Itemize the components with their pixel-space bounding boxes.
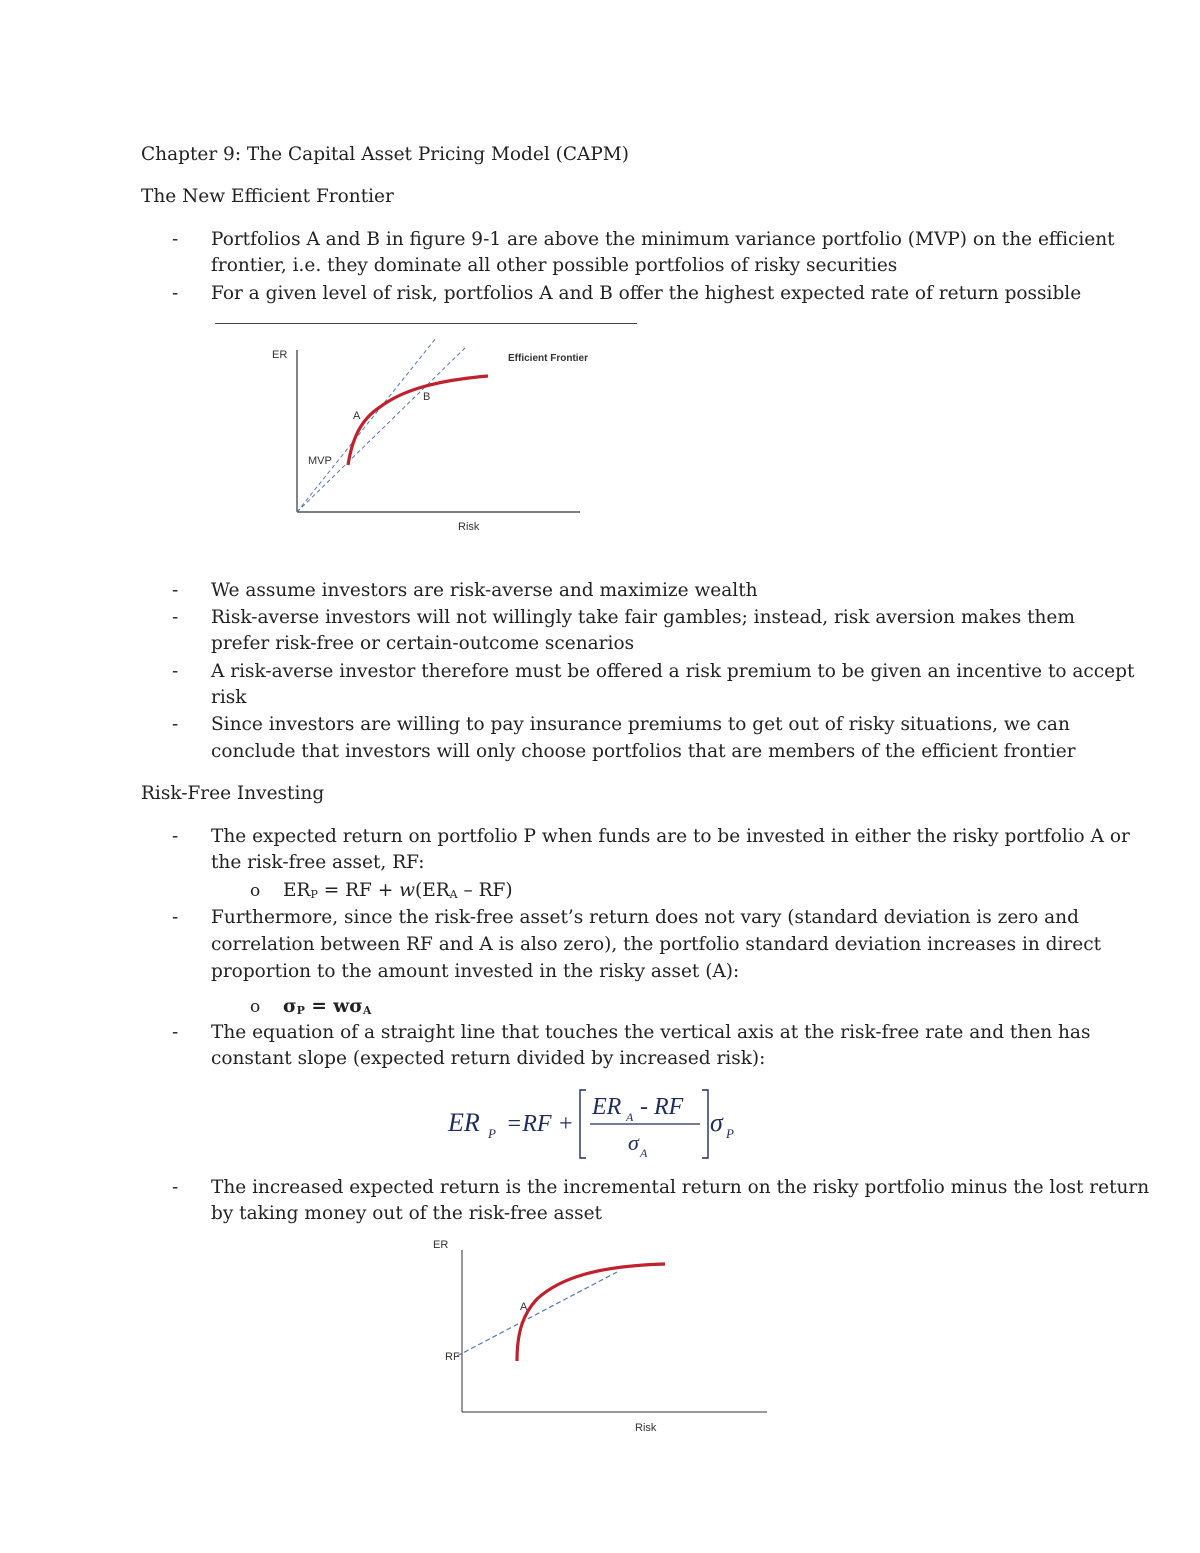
bullet-marker: -	[172, 283, 179, 304]
bullet-marker: -	[172, 1022, 179, 1043]
bullet-marker: -	[172, 1177, 179, 1198]
tangent-line-a	[297, 338, 436, 512]
formula-expected-return: ERP = RF + w(ERA – RF)	[283, 880, 513, 901]
bullet-text: prefer risk-free or certain-outcome scenarios	[211, 633, 635, 654]
y-axis-label: ER	[272, 349, 288, 361]
bullet-text: by taking money out of the risk-free asset	[211, 1203, 602, 1224]
efficient-frontier-curve	[348, 376, 488, 465]
bullet-text: Risk-averse investors will not willingly take fair gambles; instead, risk aversion makes them	[211, 607, 1075, 628]
capital-allocation-line	[457, 1272, 617, 1356]
svg-text:=RF +: =RF +	[506, 1111, 574, 1137]
svg-text:P: P	[726, 1126, 734, 1141]
bullet-text: The equation of a straight line that touches the vertical axis at the risk-free rate and then has	[211, 1022, 1091, 1043]
legend-label: Efficient Frontier	[508, 353, 589, 364]
section-heading-efficient-frontier: The New Efficient Frontier	[141, 186, 394, 207]
bullet-marker: -	[172, 661, 179, 682]
cal-equation	[440, 1084, 750, 1164]
point-a-label: A	[353, 410, 361, 422]
point-a-label: A	[520, 1301, 528, 1313]
bullet-text: correlation between RF and A is also zero), the portfolio standard deviation increases in direct	[211, 934, 1102, 955]
bullet-text: For a given level of risk, portfolios A and B offer the highest expected rate of return possible	[211, 283, 1082, 304]
section-heading-risk-free: Risk-Free Investing	[141, 783, 325, 804]
svg-text:ER: ER	[592, 1094, 622, 1120]
bullet-marker: -	[172, 580, 179, 601]
y-axis-label: ER	[433, 1239, 449, 1251]
svg-text:- RF: - RF	[640, 1094, 684, 1120]
bullet-text: proportion to the amount invested in the risky asset (A):	[211, 961, 740, 982]
x-axis-label: Risk	[635, 1422, 657, 1434]
bullet-text: We assume investors are risk-averse and maximize wealth	[211, 580, 758, 601]
bullet-marker: -	[172, 826, 179, 847]
bullet-text: Furthermore, since the risk-free asset’s return does not vary (standard deviation is zero and	[211, 907, 1079, 928]
svg-text:σ: σ	[710, 1108, 723, 1137]
bullet-text: A risk-averse investor therefore must be offered a risk premium to be given an incentive to accept	[211, 661, 1135, 682]
bullet-text: The increased expected return is the incremental return on the risky portfolio minus the lost return	[211, 1177, 1150, 1198]
tangent-line-b	[297, 347, 466, 512]
sub-bullet-marker: o	[250, 881, 261, 901]
bullet-text: Since investors are willing to pay insurance premiums to get out of risky situations, we can	[211, 714, 1070, 735]
point-b-label: B	[423, 391, 431, 403]
bullet-text: risk	[211, 687, 247, 708]
svg-text:σ: σ	[628, 1130, 639, 1155]
horizontal-rule	[215, 323, 637, 324]
risk-free-investing-figure	[425, 1232, 785, 1442]
bullet-marker: -	[172, 714, 179, 735]
bullet-text: The expected return on portfolio P when funds are to be invested in either the risky portfolio A or	[211, 826, 1130, 847]
bullet-text: frontier, i.e. they dominate all other possible portfolios of risky securities	[211, 255, 898, 276]
bullet-marker: -	[172, 607, 179, 628]
svg-text:ER: ER	[448, 1108, 480, 1137]
page-title: Chapter 9: The Capital Asset Pricing Model (CAPM)	[141, 144, 629, 165]
svg-text:P: P	[488, 1126, 496, 1141]
sub-bullet-marker: o	[250, 997, 261, 1017]
svg-text:A: A	[640, 1146, 648, 1160]
bullet-text: conclude that investors will only choose portfolios that are members of the efficient frontier	[211, 741, 1076, 762]
svg-text:A: A	[626, 1110, 634, 1124]
bullet-text: the risk-free asset, RF:	[211, 852, 425, 873]
bullet-text: Portfolios A and B in figure 9-1 are above the minimum variance portfolio (MVP) on the efficient	[211, 229, 1115, 250]
bullet-marker: -	[172, 229, 179, 250]
bullet-text: constant slope (expected return divided by increased risk):	[211, 1048, 766, 1069]
formula-portfolio-sd: σP = wσA	[283, 996, 372, 1017]
x-axis-label: Risk	[458, 521, 480, 533]
bullet-marker: -	[172, 907, 179, 928]
efficient-frontier-figure	[260, 335, 600, 540]
rf-label: RF	[445, 1351, 460, 1363]
point-mvp-label: MVP	[308, 455, 332, 467]
